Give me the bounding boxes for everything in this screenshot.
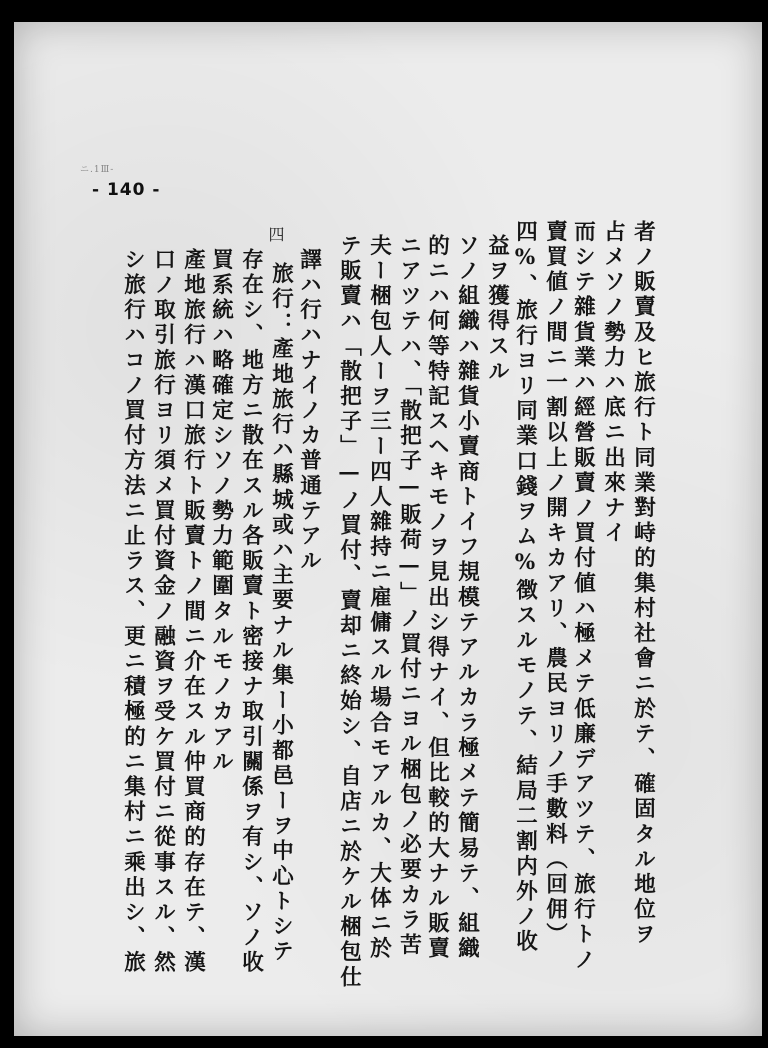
text-column-2: 占メソノ勢力ハ底ニ出來ナイ: [600, 220, 626, 547]
text-column-5: 四%、旅行ヨリ同業口錢ヲム%徴スルモノテ、結局二割内外ノ收: [512, 220, 538, 955]
text-column-10: 夫ー梱包人ーヲ三ー四人雜持ニ雇傭スル場合モアルカ、大体ニ於: [366, 234, 392, 962]
text-column-18: シ旅行ハコノ買付方法ニ止ラス、更ニ積極的ニ集村ニ乘出シ、旅: [120, 248, 146, 976]
reference-stamp: ニ.1Ⅲ-: [80, 165, 115, 175]
text-column-6: 益ヲ獲得スル: [484, 234, 510, 385]
text-column-13: 旅行：產地旅行ハ縣城或ハ主要ナル集ー小都邑ーヲ中心トシテ: [268, 262, 294, 965]
text-column-3: 而シテ雜貨業ハ經營販賣ノ買付値ハ極メテ低廉デアツテ、旅行トノ: [570, 220, 596, 973]
text-column-11: テ販賣ハ「散把子」—ノ買付、賣却ニ終始シ、自店ニ於ケル梱包仕: [336, 234, 362, 991]
text-column-16: 產地旅行ハ漢口旅行ト販賣トノ間ニ介在スル仲買商的存在テ、漢: [180, 248, 206, 976]
page-number: - 140 -: [92, 180, 161, 200]
text-column-8: 的ニハ何等特記スヘキモノヲ見出シ得ナイ、但比較的大ナル販賣: [424, 234, 450, 962]
text-column-4: 賣買値ノ間ニ一割以上ノ開キカアリ、農民ヨリノ手數料（回佣）: [542, 220, 568, 948]
text-column-9: ニアツテハ、「散把子—販荷—」ノ買付ニヨル梱包ノ必要カラ苦: [396, 234, 422, 959]
document-page: [14, 22, 762, 1036]
text-column-12: 譯ハ行ハナイノカ普通テアル: [296, 248, 322, 575]
text-column-7: ソノ組織ハ雜貨小賣商トイフ規模テアルカラ極メテ簡易テ、組織: [454, 234, 480, 962]
text-column-14: 存在シ、地方ニ散在スル各販賣ト密接ナ取引關係ヲ有シ、ソノ收: [238, 248, 264, 976]
text-column-17: 口ノ取引旅行ヨリ須メ買付資金ノ融資ヲ受ケ買付ニ從事スル、然: [150, 248, 176, 976]
text-column-15: 買系統ハ略確定シソノ勢力範圍タルモノカアル: [208, 248, 234, 776]
section-heading-marker: 四: [266, 226, 285, 242]
text-column-1: 者ノ販賣及ヒ旅行ト同業對峙的集村社會ニ於テ、確固タル地位ヲ: [630, 220, 656, 948]
